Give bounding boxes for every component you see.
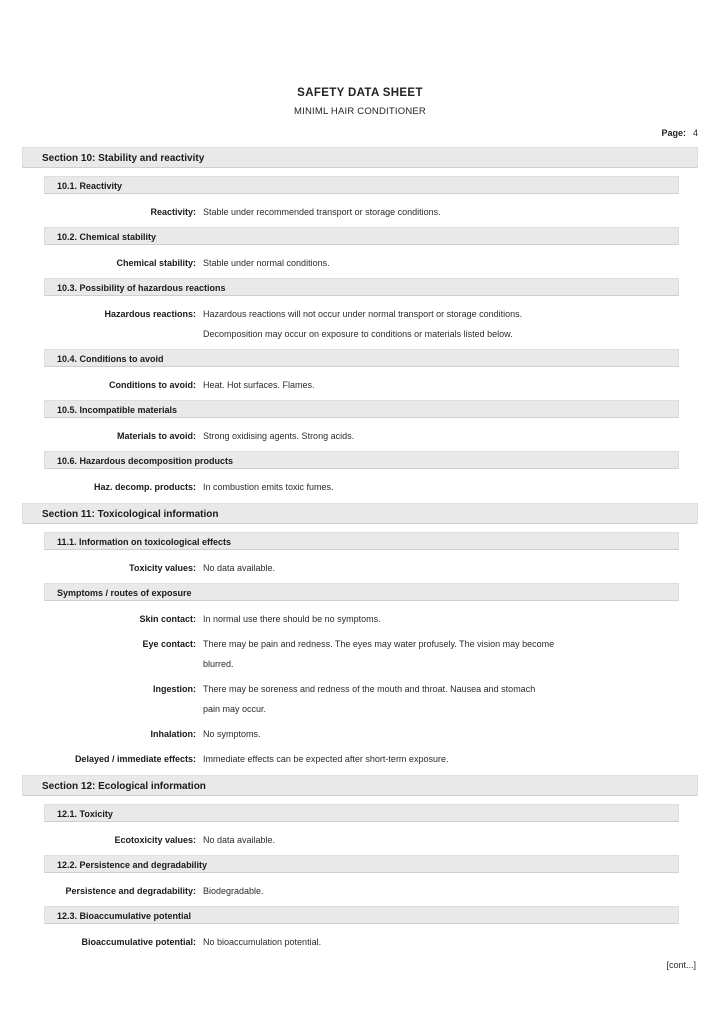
field-label: Ingestion:: [153, 684, 196, 694]
field-value: [203, 682, 696, 716]
field-label: Haz. decomp. products:: [93, 482, 196, 492]
field-row: [0, 378, 720, 392]
field-value-line: No symptoms.: [203, 729, 261, 739]
field-label: Skin contact:: [139, 614, 196, 624]
subsection-heading: Symptoms / routes of exposure: [44, 583, 679, 601]
section-heading: Section 11: Toxicological information: [22, 503, 698, 524]
field-value-line: There may be pain and redness. The eyes may water profusely. The vision may become: [203, 639, 555, 649]
field-value-line: blurred.: [203, 659, 234, 669]
field-row: [0, 561, 720, 575]
field-label: Reactivity:: [150, 207, 196, 217]
field-value: [203, 833, 696, 847]
field-row: [0, 612, 720, 626]
subsection-heading: 12.3. Bioaccumulative potential: [44, 906, 679, 924]
field-row: [0, 480, 720, 494]
subsection-heading: 10.4. Conditions to avoid: [44, 349, 679, 367]
section-heading: Section 12: Ecological information: [22, 775, 698, 796]
field-value-line: No data available.: [203, 563, 276, 573]
field-row: [0, 752, 720, 766]
field-value-line: Stable under normal conditions.: [203, 258, 330, 268]
field-row: [0, 429, 720, 443]
footer-continuation: [cont...]: [666, 960, 696, 970]
document-header: [0, 0, 720, 118]
field-value-line: No data available.: [203, 835, 276, 845]
field-label: Inhalation:: [150, 729, 196, 739]
field-value-line: There may be soreness and redness of the mouth and throat. Nausea and stomach: [203, 684, 536, 694]
field-value: [203, 205, 696, 219]
field-row: [0, 256, 720, 270]
field-value-line: Strong oxidising agents. Strong acids.: [203, 431, 355, 441]
subsection-heading: 12.1. Toxicity: [44, 804, 679, 822]
subsection-heading: 10.5. Incompatible materials: [44, 400, 679, 418]
field-label: Toxicity values:: [129, 563, 196, 573]
field-value: [203, 884, 696, 898]
field-value: [203, 727, 696, 741]
field-row: [0, 637, 720, 671]
subsection-heading: 11.1. Information on toxicological effects: [44, 532, 679, 550]
field-label: Conditions to avoid:: [109, 380, 196, 390]
field-label: Hazardous reactions:: [104, 309, 196, 319]
field-row: [0, 884, 720, 898]
page-number-label: Page:: [661, 128, 686, 138]
field-value: [203, 561, 696, 575]
field-value-line: Biodegradable.: [203, 886, 264, 896]
field-label: Bioaccumulative potential:: [81, 937, 196, 947]
field-value: [203, 480, 696, 494]
field-label: Persistence and degradability:: [65, 886, 196, 896]
field-value: [203, 256, 696, 270]
field-value: [203, 935, 696, 949]
field-value-line: Hazardous reactions will not occur under normal transport or storage conditions.: [203, 309, 523, 319]
subsection-heading: 10.6. Hazardous decomposition products: [44, 451, 679, 469]
field-row: [0, 833, 720, 847]
field-value: [203, 637, 696, 671]
field-value-line: No bioaccumulation potential.: [203, 937, 322, 947]
page-number-value: 4: [692, 128, 698, 138]
field-label: Ecotoxicity values:: [114, 835, 196, 845]
field-value-line: Stable under recommended transport or storage conditions.: [203, 207, 441, 217]
subsection-heading: 10.2. Chemical stability: [44, 227, 679, 245]
page-title: SAFETY DATA SHEET: [297, 87, 423, 99]
field-label: Eye contact:: [142, 639, 196, 649]
field-label: Materials to avoid:: [116, 431, 196, 441]
subsection-heading: 10.1. Reactivity: [44, 176, 679, 194]
sections-container: [0, 147, 720, 949]
field-row: [0, 307, 720, 341]
field-label: Chemical stability:: [116, 258, 196, 268]
field-value: [203, 378, 696, 392]
field-value-line: Decomposition may occur on exposure to conditions or materials listed below.: [203, 329, 513, 339]
field-value: [203, 307, 696, 341]
product-name: MINIML HAIR CONDITIONER: [294, 106, 426, 117]
subsection-heading: 10.3. Possibility of hazardous reactions: [44, 278, 679, 296]
field-value-line: Heat. Hot surfaces. Flames.: [203, 380, 315, 390]
field-row: [0, 727, 720, 741]
field-value-line: In normal use there should be no symptoms.: [203, 614, 381, 624]
subsection-heading: 12.2. Persistence and degradability: [44, 855, 679, 873]
page-number: [0, 128, 720, 138]
field-value: [203, 752, 696, 766]
field-row: [0, 935, 720, 949]
field-value-line: pain may occur.: [203, 704, 267, 714]
field-row: [0, 205, 720, 219]
field-value: [203, 429, 696, 443]
field-label: Delayed / immediate effects:: [74, 754, 196, 764]
field-value-line: Immediate effects can be expected after short-term exposure.: [203, 754, 449, 764]
field-value-line: In combustion emits toxic fumes.: [203, 482, 334, 492]
field-row: [0, 682, 720, 716]
section-heading: Section 10: Stability and reactivity: [22, 147, 698, 168]
field-value: [203, 612, 696, 626]
